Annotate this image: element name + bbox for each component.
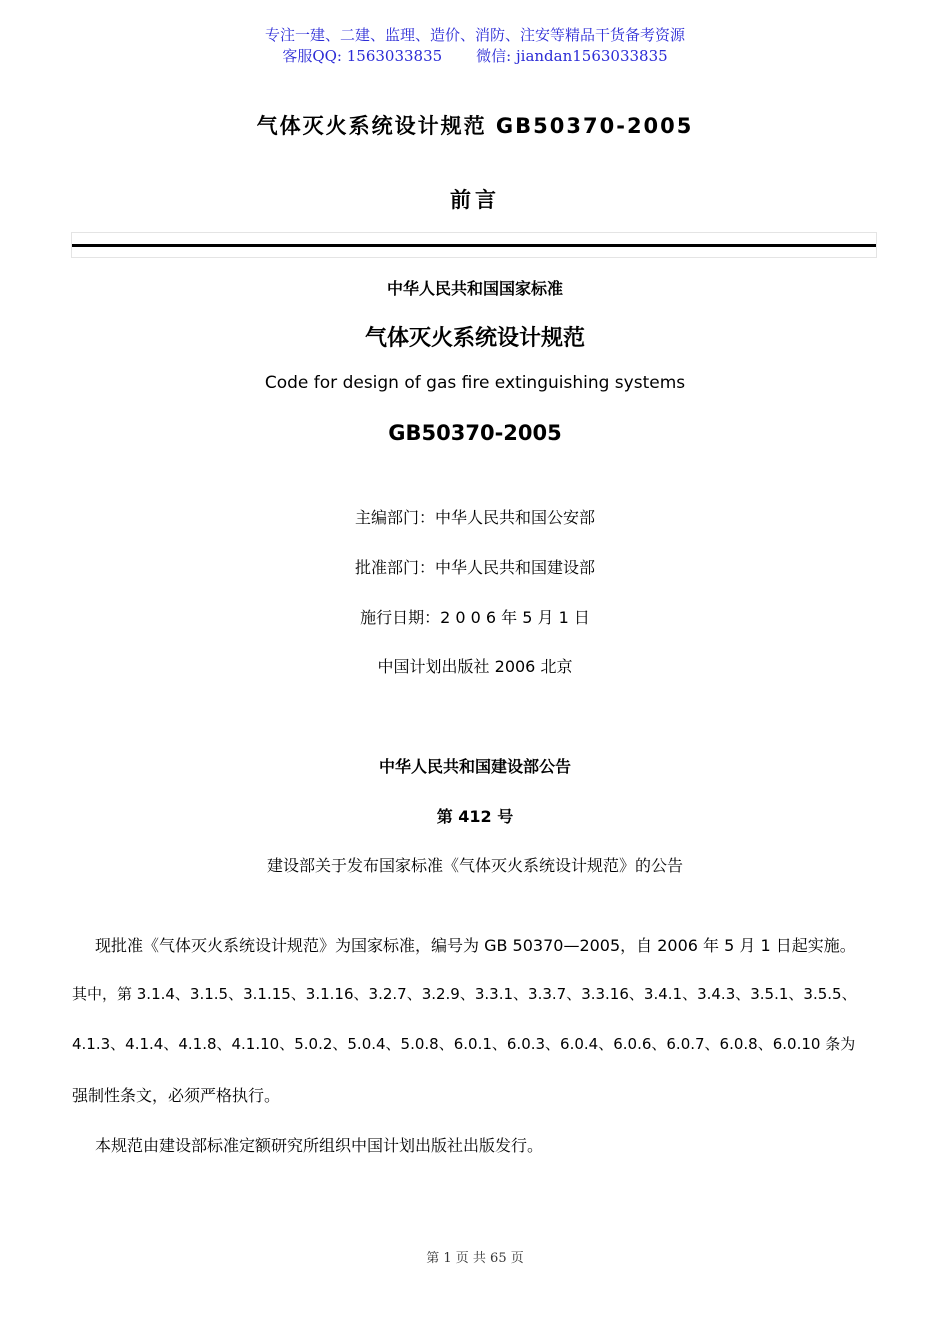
standard-name-cn: 气体灭火系统设计规范 — [364, 326, 585, 351]
paragraph-1-line-4: 强制性条文，必须严格执行。 — [72, 1086, 281, 1105]
notice-number: 第 412 号 — [436, 807, 514, 826]
section-heading: 前言 — [450, 188, 500, 212]
standard-code: GB50370-2005 — [388, 421, 562, 445]
standard-name-en: Code for design of gas fire extinguishing systems — [264, 373, 686, 393]
publisher: 中国计划出版社 2006 北京 — [377, 657, 573, 676]
paragraph-2: 本规范由建设部标准定额研究所组织中国计划出版社出版发行。 — [95, 1136, 544, 1155]
divider-line — [72, 244, 876, 247]
page-number: 第 1 页 共 65 页 — [426, 1251, 524, 1266]
approver-department: 批准部门：中华人民共和国建设部 — [354, 558, 595, 577]
contact-qq: 客服QQ: 1563033835 — [282, 47, 443, 65]
header-promo-line: 专注一建、二建、监理、造价、消防、注安等精品干货备考资源 — [264, 26, 685, 44]
document-title: 气体灭火系统设计规范 GB50370-2005 — [256, 114, 694, 138]
header-contact-line — [0, 45, 950, 66]
title-divider — [71, 232, 877, 258]
editor-department: 主编部门：中华人民共和国公安部 — [354, 508, 595, 527]
effective-date: 施行日期：2 0 0 6 年 5 月 1 日 — [360, 608, 590, 627]
paragraph-1-line-3: 4.1.3、4.1.4、4.1.8、4.1.10、5.0.2、5.0.4、5.0.8、6.0.1、6.0.3、6.0.4、6.0.6、6.0.7、6.0.8、6.0.10 条为 — [72, 1035, 856, 1053]
standard-category: 中华人民共和国国家标准 — [386, 279, 563, 298]
notice-issuer: 中华人民共和国建设部公告 — [378, 757, 571, 776]
contact-wechat: 微信: jiandan1563033835 — [476, 47, 668, 65]
notice-subject: 建设部关于发布国家标准《气体灭火系统设计规范》的公告 — [266, 856, 683, 875]
paragraph-1-line-1: 现批准《气体灭火系统设计规范》为国家标准，编号为 GB 50370—2005，自 2006 年 5 月 1 日起实施。 — [95, 936, 856, 955]
paragraph-1-line-2: 其中，第 3.1.4、3.1.5、3.1.15、3.1.16、3.2.7、3.2.9、3.3.1、3.3.7、3.3.16、3.4.1、3.4.3、3.5.1、3.5.5、 — [72, 985, 857, 1003]
